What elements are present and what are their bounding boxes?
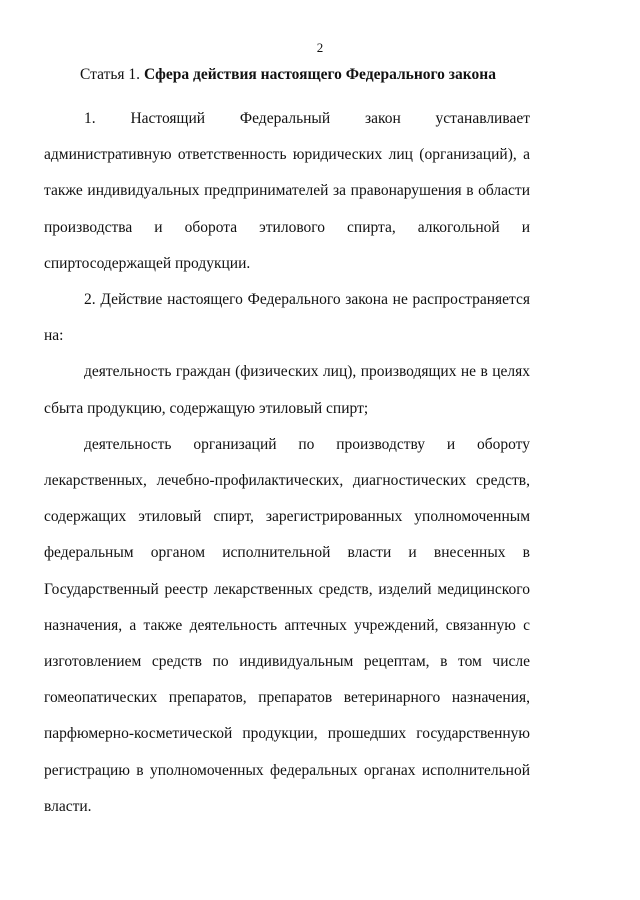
article-heading — [80, 66, 496, 84]
paragraph-1: 1. Настоящий Федеральный закон устанавливает административную ответственность юридических лиц (организаций), а также индивидуальных предпринимателей за правонарушения в области производства и оборота этилового спирта, алкогольной и спиртосодержащей продукции. — [44, 110, 530, 272]
article-label: Статья 1. — [80, 66, 141, 83]
article-title: Сфера действия настоящего Федерального закона — [143, 66, 496, 83]
paragraph-4: деятельность организаций по производству и обороту лекарственных, лечебно-профилактических, диагностических средств, содержащих этиловый спирт, зарегистрированных уполномоченным федеральным органом исполнительной власти и внесенных в Государственный реестр лекарственных средств, изделий медицинского назначения, а также деятельность аптечных учреждений, связанную с изготовлением средств по индивидуальным рецептам, в том числе гомеопатических препаратов, препаратов ветеринарного назначения, парфюмерно-косметической продукции, прошедших государственную регистрацию в уполномоченных федеральных органах исполнительной власти. — [44, 435, 530, 815]
page-number: 2 — [316, 40, 324, 55]
paragraph-2: 2. Действие настоящего Федерального закона не распространяется на: — [44, 291, 530, 345]
document-body — [44, 101, 530, 825]
paragraph-3: деятельность граждан (физических лиц), производящих не в целях сбыта продукцию, содержащую этиловый спирт; — [44, 363, 530, 417]
